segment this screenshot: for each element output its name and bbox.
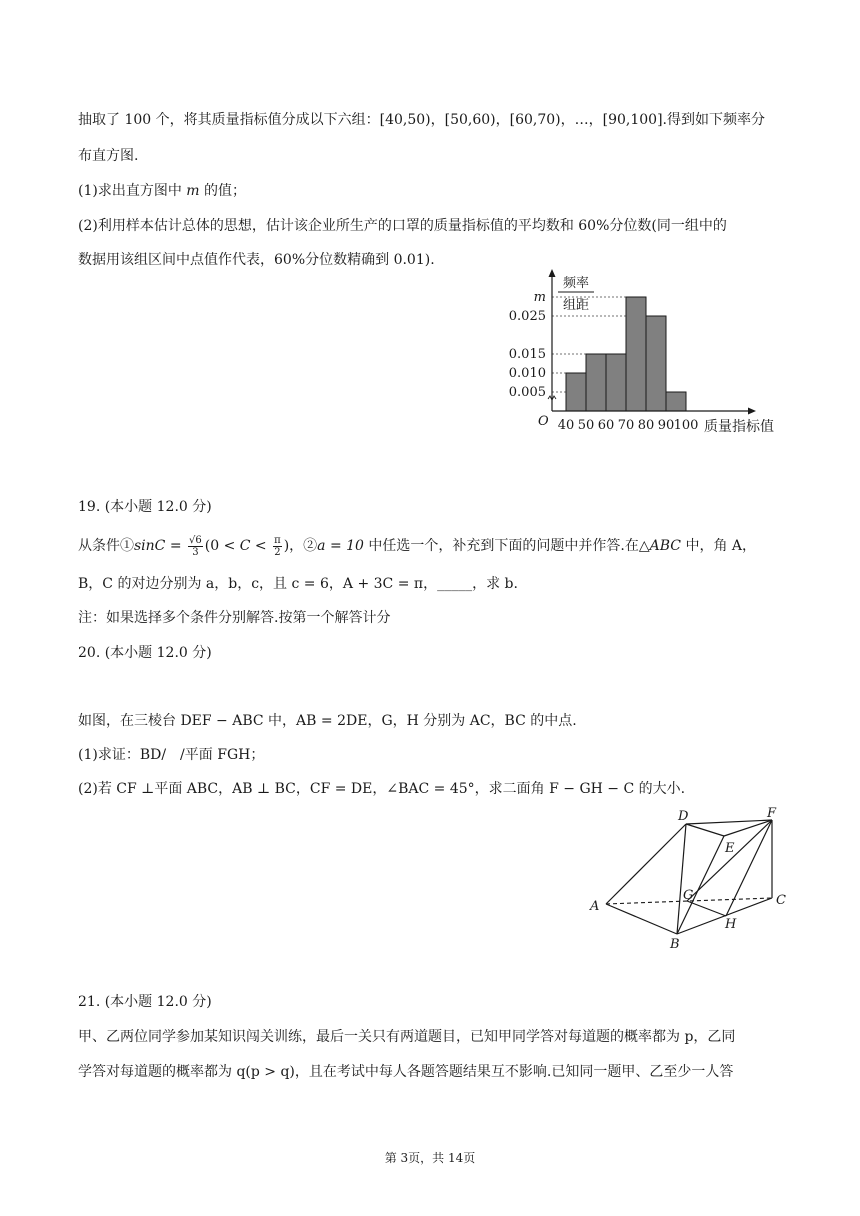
frac-num: √6 [189,534,202,546]
q18-part-2-line-2: 数据用该组区间中点值作代表，60%分位数精确到 0.01). [78,252,435,268]
bar-50-60 [586,354,606,411]
q18-part-2-line-1: (2)利用样本估计总体的思想，估计该企业所生产的口罩的质量指标值的平均数和 60%分位数(同一组中的 [78,218,727,234]
frequency-histogram [496,268,796,458]
y-label-denominator: 组距 [562,298,590,313]
q19-line-2: B，C 的对边分别为 a，b，c，且 c = 6，A + 3C = π，_____，求 b. [78,576,518,592]
y-tick-label-0.025: 0.025 [508,309,546,324]
bar-70-80 [626,297,646,411]
edge-DE [686,824,724,836]
q21-line-1: 甲、乙两位同学参加某知识闯关训练，最后一关只有两道题目，已知甲同学答对每道题的概率都为 p，乙同 [78,1029,736,1045]
page-footer: 第 3页，共 14页 [384,1151,476,1165]
fraction-sqrt6-over-3 [188,535,203,558]
eq: = [165,538,187,554]
edge-FH [726,820,772,916]
label-E: E [725,841,735,856]
q21-header: 21. (本小题 12.0 分) [78,994,212,1010]
frustum-figure [580,806,794,952]
x-axis-label: 质量指标值 [704,419,774,435]
q19-cond-pre: 从条件① [78,538,134,554]
cond-post: 中任选一个，补充到下面的问题中并作答.在△ [363,538,650,554]
y-tick-label-0.010: 0.010 [508,366,546,381]
y-tick-label-0.005: 0.005 [508,385,546,400]
bar-40-50 [566,373,586,411]
range-mid: < [250,538,272,554]
q20-part-2: (2)若 CF ⊥平面 ABC，AB ⊥ BC，CF = DE，∠BAC = 45°，求二面角 F − GH − C 的大小. [78,781,686,797]
label-G: G [683,888,694,903]
x-tick-label-50: 50 [577,418,595,433]
q18-part1-pre: (1)求出直方图中 [78,183,187,199]
q19-header: 19. (本小题 12.0 分) [78,499,212,515]
x-tick-label-70: 70 [617,418,635,433]
q18-line-2: 布直方图. [78,148,139,164]
label-F: F [767,806,777,821]
cond2: a = 10 [317,538,364,554]
q18-part1-post: 的值； [199,183,247,199]
edge-AD [606,824,686,904]
cond-end: 中，角 A， [681,538,757,554]
label-H: H [725,917,737,932]
y-label-numerator: 频率 [562,276,590,291]
var-m: m [186,183,200,199]
q21-line-2: 学答对每道题的概率都为 q(p > q)，且在考试中每人各题答题结果互不影响.已知同一题甲、乙至少一人答 [78,1064,734,1080]
label-D: D [678,809,689,824]
label-C: C [776,893,786,908]
var-C: C [239,538,251,554]
x-axis-arrow [748,408,756,415]
frac-den: 3 [192,546,199,558]
x-tick-label-100: 100 [673,418,699,433]
q20-part-1: (1)求证：BD/ /平面 FGH； [78,747,265,763]
label-B: B [670,937,680,952]
x-tick-label-90: 90 [657,418,675,433]
y-axis-arrow [549,269,556,277]
range-close: )，② [283,538,318,554]
edge-GH [687,901,726,916]
q20-header: 20. (本小题 12.0 分) [78,645,212,661]
bar-80-90 [646,316,666,411]
x-tick-label-60: 60 [597,418,615,433]
y-tick-label-0.015: 0.015 [508,347,546,362]
q20-line-1: 如图，在三棱台 DEF − ABC 中，AB = 2DE，G，H 分别为 AC，BC 的中点. [78,713,577,729]
edge-AB [606,904,677,934]
origin-label: O [538,414,549,429]
edge-FG [687,820,772,901]
x-tick-label-40: 40 [557,418,575,433]
q19-condition-line [78,533,756,559]
q19-note: 注：如果选择多个条件分别解答.按第一个解答计分 [78,610,391,626]
frac-two: 2 [274,546,281,558]
bar-90-100 [666,392,686,411]
bar-60-70 [606,354,626,411]
triangle-abc: ABC [649,538,682,554]
sinC: sinC [134,538,166,554]
frac-pi: π [274,534,281,546]
edge-DF [686,820,772,824]
q18-line-1: 抽取了 100 个，将其质量指标值分成以下六组：[40,50)，[50,60)，[60,70)，…，[90,100].得到如下频率分 [78,112,765,128]
q18-part-1 [78,181,246,201]
fraction-pi-over-2 [273,535,282,558]
y-tick-label-m: m [533,290,546,305]
label-A: A [590,899,600,914]
range-pre: (0 < [204,538,240,554]
x-tick-label-80: 80 [637,418,655,433]
